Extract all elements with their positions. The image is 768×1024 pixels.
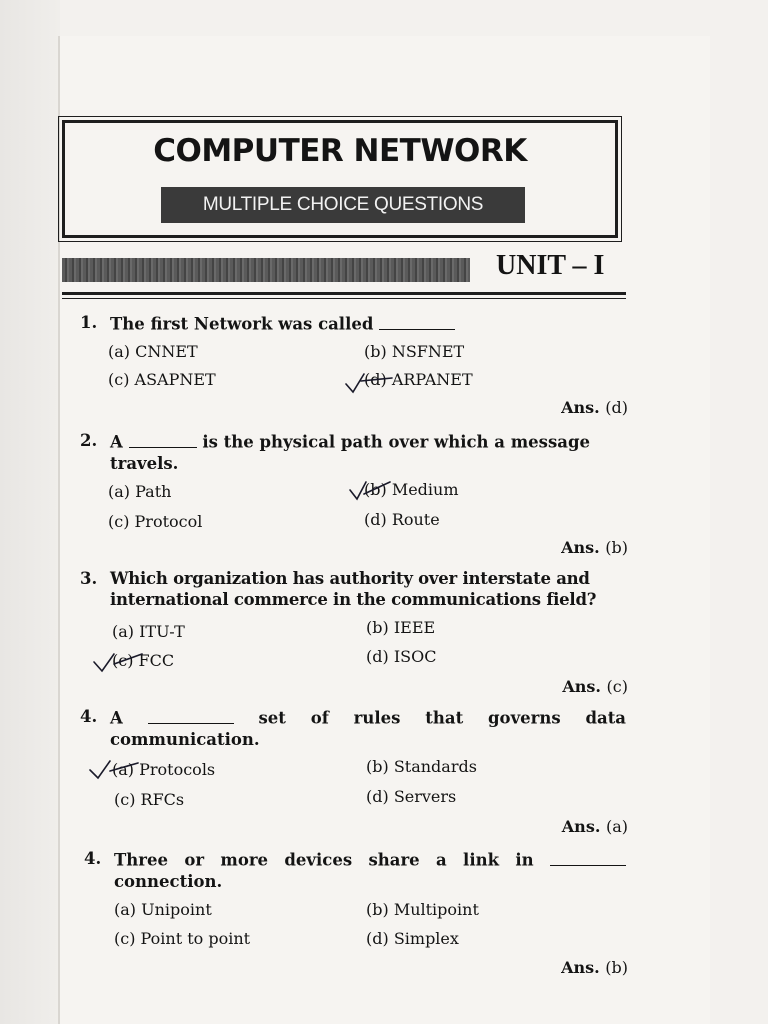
answer	[562, 677, 628, 696]
question-text-after: is the physical path over which a message travels.	[110, 432, 590, 473]
option-c: (c) ASAPNET	[108, 370, 216, 389]
unit-heading: UNIT – I	[496, 250, 605, 281]
option-a: (a) ITU-T	[112, 622, 185, 641]
answer-value: (b)	[605, 958, 628, 977]
question-text	[110, 706, 626, 750]
question-text-before: The first Network was called	[110, 314, 374, 334]
option-d: (d) ISOC	[366, 647, 437, 666]
question-line-1	[110, 706, 626, 729]
option-a: (a) Protocols	[112, 760, 216, 779]
option-b: (b) Medium	[364, 480, 459, 499]
question-text-before: A	[110, 708, 123, 728]
handwritten-tick-mark	[88, 756, 140, 782]
question-number: 4.	[84, 849, 102, 868]
question-text: Which organization has authority over interstate and international commerce in the communications field?	[110, 569, 597, 609]
question-number: 3.	[80, 569, 98, 588]
option-c: (c) FCC	[112, 651, 175, 670]
answer-value: (d)	[605, 398, 628, 417]
question-3	[80, 568, 626, 614]
option-c: (c) Point to point	[114, 929, 251, 948]
answer-label: Ans.	[561, 817, 601, 836]
question-number: 1.	[80, 313, 98, 332]
answer	[562, 817, 628, 836]
option-d: (d) Simplex	[366, 929, 459, 948]
question-text	[110, 312, 626, 335]
answer-value: (a)	[605, 817, 628, 836]
document-subtitle: MULTIPLE CHOICE QUESTIONS	[161, 187, 525, 223]
option-c: (c) Protocol	[108, 512, 203, 531]
handwritten-tick-mark	[348, 478, 392, 502]
question-text-before: A	[110, 432, 123, 452]
question-text	[114, 848, 626, 892]
answer-label: Ans.	[561, 398, 600, 417]
option-b: (b) Standards	[366, 757, 477, 776]
question-number: 4.	[80, 707, 98, 726]
option-b: (b) NSFNET	[364, 342, 465, 361]
question-4	[80, 706, 626, 752]
handwritten-tick-mark	[92, 648, 144, 674]
question-text-before: Three or more devices share a link in	[114, 850, 534, 870]
answer-value: (b)	[605, 538, 628, 557]
answer-label: Ans.	[561, 958, 600, 977]
answer-blank	[129, 430, 197, 448]
answer-label: Ans.	[562, 677, 601, 696]
title-box	[62, 120, 618, 238]
question-text-after-line1: set of rules that governs data	[258, 708, 627, 728]
option-b: (b) Multipoint	[366, 900, 479, 919]
answer-value: (c)	[606, 677, 628, 696]
document-title: COMPUTER NETWORK	[153, 133, 527, 169]
option-a: (a) Path	[108, 482, 172, 501]
answer-blank	[550, 848, 626, 866]
answer	[561, 398, 628, 417]
answer-label: Ans.	[561, 538, 600, 557]
option-c: (c) RFCs	[114, 790, 185, 809]
option-a: (a) CNNET	[108, 342, 198, 361]
question-number: 2.	[80, 431, 98, 450]
question-line-1	[114, 848, 626, 871]
unit-divider	[62, 292, 626, 295]
option-d: (d) ARPANET	[364, 370, 473, 389]
option-d: (d) Servers	[366, 787, 457, 806]
question-line-2: connection.	[114, 871, 223, 891]
question-2	[80, 430, 626, 476]
answer	[561, 538, 628, 557]
answer	[561, 958, 628, 977]
page-edge-shadow	[0, 0, 60, 1024]
option-a: (a) Unipoint	[114, 900, 212, 919]
answer-blank	[379, 312, 455, 330]
handwritten-tick-mark	[344, 368, 394, 394]
option-b: (b) IEEE	[366, 618, 436, 637]
option-d: (d) Route	[364, 510, 440, 529]
question-line-2: communication.	[110, 729, 260, 749]
unit-decorative-bar	[62, 258, 470, 282]
question-5	[84, 848, 626, 894]
question-1	[80, 312, 626, 336]
answer-blank	[148, 706, 234, 724]
unit-divider-thin	[62, 298, 626, 299]
question-text	[110, 430, 626, 474]
